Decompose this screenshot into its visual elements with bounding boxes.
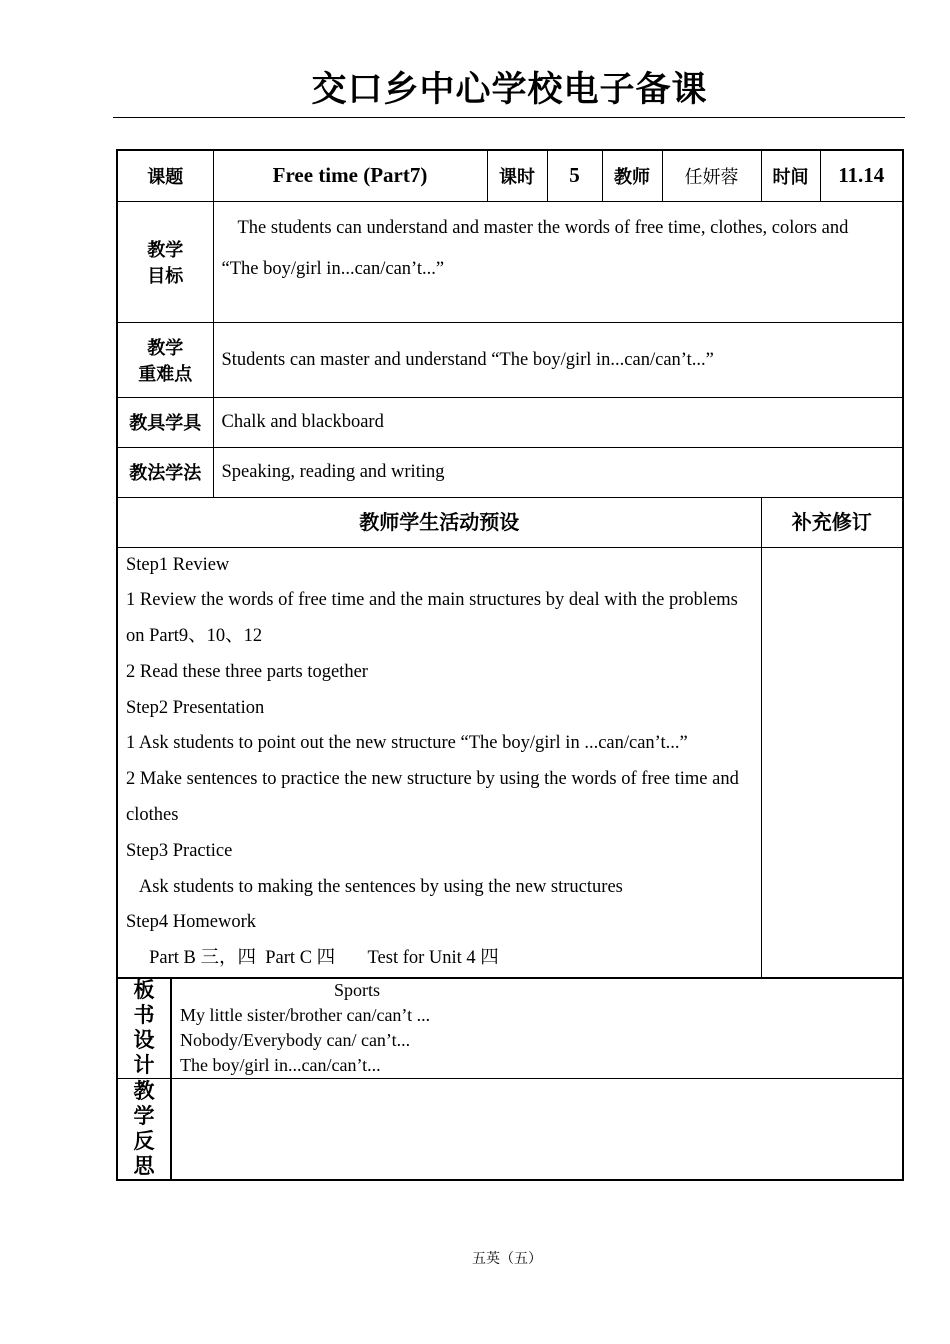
activity-line: 2 Make sentences to practice the new structure by using the words of free time and — [126, 769, 739, 790]
topic-label: 课题 — [117, 150, 213, 201]
objectives-text — [213, 201, 903, 322]
activity-line: Step4 Homework — [126, 912, 256, 933]
time-label: 时间 — [761, 150, 820, 201]
board-design-line: The boy/girl in...can/can’t... — [180, 1055, 381, 1075]
reflection-row — [117, 1079, 903, 1181]
teaching-aids-row — [117, 397, 903, 447]
activity-line: 1 Review the words of free time and the main structures by deal with the problems — [126, 590, 738, 611]
activities-header-row — [117, 497, 903, 547]
board-design-label-char: 设 — [133, 1028, 155, 1052]
board-reflection-table — [116, 977, 904, 1181]
reflection-label-char: 思 — [133, 1154, 155, 1178]
activity-line: Part B 三，四 Part C 四 Test for Unit 4 四 — [126, 948, 499, 969]
objectives-text-line2: “The boy/girl in...can/can’t...” — [221, 258, 445, 279]
objectives-label-line2: 目标 — [147, 265, 184, 287]
reflection-label-char: 教 — [133, 1079, 155, 1103]
activity-line: Step2 Presentation — [126, 697, 265, 718]
revisions-header: 补充修订 — [761, 497, 903, 547]
objectives-text-line1: The students can understand and master the words of free time, clothes, colors and — [237, 217, 849, 238]
board-design-label-char: 计 — [133, 1053, 155, 1077]
activity-line: Step1 Review — [126, 554, 230, 575]
objectives-label — [117, 201, 213, 322]
key-points-label — [117, 322, 213, 397]
reflection-label-char: 学 — [133, 1104, 155, 1128]
activity-line: on Part9、10、12 — [126, 626, 263, 647]
topic-value: Free time (Part7) — [213, 150, 487, 201]
objectives-label-line1: 教学 — [147, 239, 184, 261]
page-footer: 五英（五） — [472, 1252, 542, 1267]
methods-label: 教法学法 — [117, 447, 213, 497]
key-points-label-line2: 重难点 — [138, 363, 193, 385]
board-design-line: Nobody/Everybody can/ can’t... — [180, 1030, 411, 1050]
key-points-label-line1: 教学 — [147, 337, 184, 359]
reflection-label-char: 反 — [133, 1129, 155, 1153]
header-row — [117, 150, 903, 201]
activity-line: clothes — [126, 805, 179, 826]
board-design-content — [171, 978, 903, 1079]
board-design-title: Sports — [334, 980, 381, 1000]
board-design-label-char: 板 — [133, 978, 155, 1002]
board-design-row — [117, 978, 903, 1079]
revisions-content — [761, 547, 903, 978]
key-points-row — [117, 322, 903, 397]
activity-line: 2 Read these three parts together — [126, 661, 368, 682]
reflection-content — [171, 1079, 903, 1181]
period-label: 课时 — [487, 150, 547, 201]
key-points-text: Students can master and understand “The boy/girl in...can/can’t...” — [213, 322, 903, 397]
methods-row — [117, 447, 903, 497]
activity-line: Ask students to making the sentences by using the new structures — [126, 876, 623, 897]
activities-header: 教师学生活动预设 — [117, 497, 761, 547]
title-divider — [113, 117, 905, 118]
lesson-plan-table — [116, 149, 904, 979]
teacher-label: 教师 — [602, 150, 662, 201]
teaching-aids-label: 教具学具 — [117, 397, 213, 447]
teacher-value: 任妍蓉 — [662, 150, 761, 201]
reflection-label — [117, 1079, 171, 1181]
activities-row — [117, 547, 903, 978]
time-value: 11.14 — [820, 150, 903, 201]
board-design-label — [117, 978, 171, 1079]
teaching-aids-text: Chalk and blackboard — [213, 397, 903, 447]
objectives-row — [117, 201, 903, 322]
page-title: 交口乡中心学校电子备课 — [311, 70, 708, 110]
activities-content — [117, 547, 761, 978]
board-design-label-char: 书 — [133, 1003, 155, 1027]
methods-text: Speaking, reading and writing — [213, 447, 903, 497]
board-design-line: My little sister/brother can/can’t ... — [180, 1005, 431, 1025]
period-value: 5 — [547, 150, 602, 201]
activity-line: Step3 Practice — [126, 840, 233, 861]
activity-line: 1 Ask students to point out the new structure “The boy/girl in ...can/can’t...” — [126, 733, 688, 754]
